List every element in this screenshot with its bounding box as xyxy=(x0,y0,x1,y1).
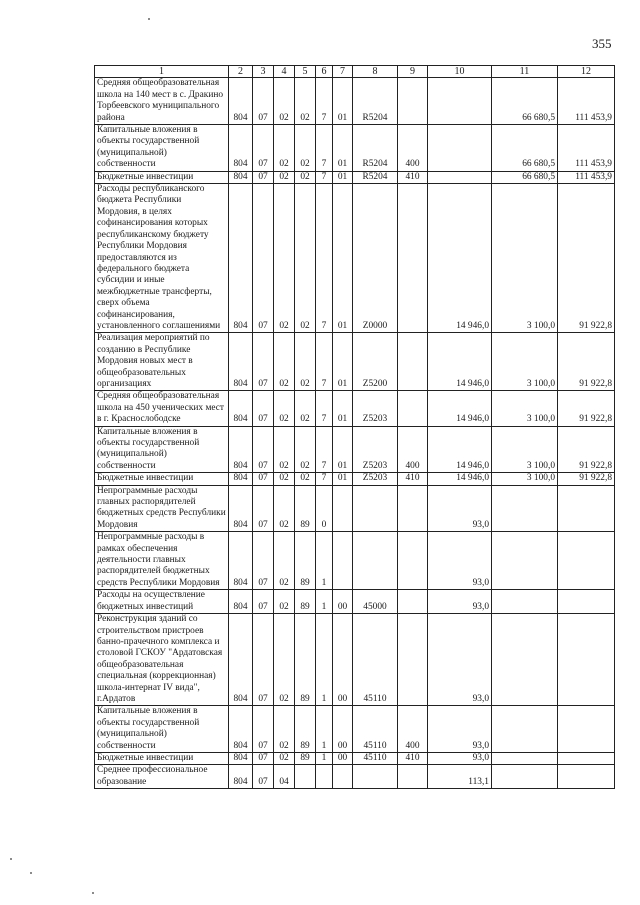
code-expense-type: 400 xyxy=(398,426,428,473)
code-section: 07 xyxy=(253,473,274,485)
code-expense-type xyxy=(398,184,428,333)
code-expense-type xyxy=(398,765,428,789)
code-direction xyxy=(353,485,398,532)
code-event: 01 xyxy=(333,473,353,485)
amount-col-11 xyxy=(492,614,558,706)
code-program: 02 xyxy=(295,391,316,426)
code-admin: 804 xyxy=(229,532,253,590)
column-header: 7 xyxy=(333,66,353,78)
amount-col-11: 3 100,0 xyxy=(492,426,558,473)
code-direction: 45110 xyxy=(353,752,398,764)
code-direction: R5204 xyxy=(353,125,398,172)
code-admin: 804 xyxy=(229,706,253,753)
code-subsection: 02 xyxy=(274,485,295,532)
code-section: 07 xyxy=(253,184,274,333)
amount-col-11: 3 100,0 xyxy=(492,391,558,426)
amount-col-12 xyxy=(558,765,615,789)
table-row xyxy=(95,590,615,614)
code-direction: Z5203 xyxy=(353,391,398,426)
table-body xyxy=(95,78,615,789)
code-program: 89 xyxy=(295,752,316,764)
amount-col-11 xyxy=(492,765,558,789)
column-header: 5 xyxy=(295,66,316,78)
amount-col-12: 91 922,8 xyxy=(558,333,615,391)
code-program: 89 xyxy=(295,614,316,706)
code-expense-type: 410 xyxy=(398,752,428,764)
code-expense-type xyxy=(398,532,428,590)
table-row xyxy=(95,184,615,333)
code-admin: 804 xyxy=(229,391,253,426)
item-name: Среднее профессиональное образование xyxy=(95,765,229,789)
table-row xyxy=(95,532,615,590)
column-header: 6 xyxy=(316,66,333,78)
amount-col-10: 14 946,0 xyxy=(428,473,492,485)
column-header: 8 xyxy=(353,66,398,78)
amount-col-10: 93,0 xyxy=(428,752,492,764)
code-program: 89 xyxy=(295,706,316,753)
budget-table xyxy=(94,65,615,789)
column-header: 4 xyxy=(274,66,295,78)
code-section: 07 xyxy=(253,752,274,764)
item-name: Капитальные вложения в объекты государственной (муниципальной) собственности xyxy=(95,426,229,473)
amount-col-10: 93,0 xyxy=(428,706,492,753)
amount-col-11: 66 680,5 xyxy=(492,171,558,183)
code-direction: R5204 xyxy=(353,78,398,125)
code-program xyxy=(295,765,316,789)
code-program: 02 xyxy=(295,171,316,183)
item-name: Бюджетные инвестиции xyxy=(95,752,229,764)
code-subprogram: 1 xyxy=(316,752,333,764)
amount-col-12: 111 453,9 xyxy=(558,171,615,183)
code-subsection: 02 xyxy=(274,532,295,590)
code-admin: 804 xyxy=(229,333,253,391)
item-name: Капитальные вложения в объекты государственной (муниципальной) собственности xyxy=(95,125,229,172)
code-subsection: 02 xyxy=(274,78,295,125)
code-expense-type xyxy=(398,333,428,391)
code-subsection: 02 xyxy=(274,391,295,426)
code-subsection: 04 xyxy=(274,765,295,789)
code-subprogram: 7 xyxy=(316,426,333,473)
column-header: 9 xyxy=(398,66,428,78)
amount-col-12: 91 922,8 xyxy=(558,391,615,426)
amount-col-12: 111 453,9 xyxy=(558,78,615,125)
code-admin: 804 xyxy=(229,752,253,764)
amount-col-11 xyxy=(492,485,558,532)
code-admin: 804 xyxy=(229,485,253,532)
code-event: 00 xyxy=(333,614,353,706)
amount-col-11: 3 100,0 xyxy=(492,333,558,391)
table-row xyxy=(95,391,615,426)
amount-col-10: 93,0 xyxy=(428,485,492,532)
scan-speck xyxy=(148,18,150,20)
code-subprogram: 7 xyxy=(316,184,333,333)
item-name: Капитальные вложения в объекты государственной (муниципальной) собственности xyxy=(95,706,229,753)
scan-speck xyxy=(92,892,94,894)
amount-col-11: 66 680,5 xyxy=(492,125,558,172)
code-program: 89 xyxy=(295,532,316,590)
code-program: 02 xyxy=(295,333,316,391)
table-row xyxy=(95,333,615,391)
code-section: 07 xyxy=(253,706,274,753)
code-direction: Z5203 xyxy=(353,426,398,473)
code-program: 02 xyxy=(295,473,316,485)
code-event: 01 xyxy=(333,125,353,172)
amount-col-11: 3 100,0 xyxy=(492,473,558,485)
code-subsection: 02 xyxy=(274,473,295,485)
amount-col-11 xyxy=(492,590,558,614)
amount-col-12: 91 922,8 xyxy=(558,426,615,473)
code-program: 02 xyxy=(295,426,316,473)
code-subprogram: 7 xyxy=(316,333,333,391)
code-subprogram: 7 xyxy=(316,391,333,426)
code-admin: 804 xyxy=(229,765,253,789)
column-header: 12 xyxy=(558,66,615,78)
code-subsection: 02 xyxy=(274,426,295,473)
table-row xyxy=(95,426,615,473)
code-expense-type: 400 xyxy=(398,125,428,172)
table-row xyxy=(95,473,615,485)
code-subsection: 02 xyxy=(274,706,295,753)
page-number: 355 xyxy=(592,36,612,51)
code-event: 00 xyxy=(333,752,353,764)
code-subprogram: 1 xyxy=(316,614,333,706)
amount-col-10: 14 946,0 xyxy=(428,391,492,426)
code-event xyxy=(333,765,353,789)
code-subprogram xyxy=(316,765,333,789)
code-expense-type xyxy=(398,614,428,706)
item-name: Реализация мероприятий по созданию в Республике Мордовия новых мест в общеобразовательных организациях xyxy=(95,333,229,391)
code-admin: 804 xyxy=(229,473,253,485)
item-name: Бюджетные инвестиции xyxy=(95,171,229,183)
code-section: 07 xyxy=(253,78,274,125)
code-admin: 804 xyxy=(229,125,253,172)
code-section: 07 xyxy=(253,590,274,614)
code-subsection: 02 xyxy=(274,614,295,706)
amount-col-11: 66 680,5 xyxy=(492,78,558,125)
amount-col-11 xyxy=(492,752,558,764)
code-expense-type xyxy=(398,485,428,532)
code-event: 01 xyxy=(333,333,353,391)
code-event: 00 xyxy=(333,706,353,753)
code-subprogram: 1 xyxy=(316,590,333,614)
amount-col-11 xyxy=(492,532,558,590)
column-header: 2 xyxy=(229,66,253,78)
code-event: 01 xyxy=(333,184,353,333)
table-row xyxy=(95,614,615,706)
code-subprogram: 7 xyxy=(316,171,333,183)
item-name: Непрограммные расходы главных распорядителей бюджетных средств Республики Мордовия xyxy=(95,485,229,532)
code-admin: 804 xyxy=(229,184,253,333)
code-direction: 45110 xyxy=(353,706,398,753)
amount-col-10 xyxy=(428,171,492,183)
code-direction: Z5200 xyxy=(353,333,398,391)
code-program: 02 xyxy=(295,184,316,333)
item-name: Бюджетные инвестиции xyxy=(95,473,229,485)
code-expense-type xyxy=(398,391,428,426)
code-event xyxy=(333,532,353,590)
amount-col-11: 3 100,0 xyxy=(492,184,558,333)
code-expense-type xyxy=(398,78,428,125)
code-direction xyxy=(353,532,398,590)
column-header: 1 xyxy=(95,66,229,78)
code-direction: Z5203 xyxy=(353,473,398,485)
code-section: 07 xyxy=(253,426,274,473)
amount-col-12 xyxy=(558,485,615,532)
code-subsection: 02 xyxy=(274,333,295,391)
amount-col-11 xyxy=(492,706,558,753)
code-direction: 45110 xyxy=(353,614,398,706)
amount-col-10: 113,1 xyxy=(428,765,492,789)
code-program: 02 xyxy=(295,125,316,172)
code-program: 89 xyxy=(295,590,316,614)
code-subprogram: 1 xyxy=(316,532,333,590)
code-direction: R5204 xyxy=(353,171,398,183)
code-event: 01 xyxy=(333,426,353,473)
code-section: 07 xyxy=(253,485,274,532)
code-section: 07 xyxy=(253,125,274,172)
code-admin: 804 xyxy=(229,171,253,183)
code-event: 01 xyxy=(333,78,353,125)
code-event xyxy=(333,485,353,532)
amount-col-10 xyxy=(428,78,492,125)
code-subprogram: 7 xyxy=(316,78,333,125)
code-expense-type xyxy=(398,590,428,614)
code-direction: Z0000 xyxy=(353,184,398,333)
table-row xyxy=(95,752,615,764)
code-subprogram: 0 xyxy=(316,485,333,532)
amount-col-10: 93,0 xyxy=(428,532,492,590)
amount-col-10: 93,0 xyxy=(428,590,492,614)
code-program: 02 xyxy=(295,78,316,125)
amount-col-10: 14 946,0 xyxy=(428,333,492,391)
code-subsection: 02 xyxy=(274,590,295,614)
code-section: 07 xyxy=(253,532,274,590)
amount-col-12: 91 922,8 xyxy=(558,473,615,485)
item-name: Непрограммные расходы в рамках обеспечения деятельности главных распорядителей бюджетных средств Республики Мордовия xyxy=(95,532,229,590)
code-subprogram: 1 xyxy=(316,706,333,753)
column-header: 11 xyxy=(492,66,558,78)
amount-col-10: 93,0 xyxy=(428,614,492,706)
code-admin: 804 xyxy=(229,614,253,706)
code-section: 07 xyxy=(253,333,274,391)
amount-col-12 xyxy=(558,590,615,614)
table-row xyxy=(95,765,615,789)
amount-col-10: 14 946,0 xyxy=(428,184,492,333)
table-row xyxy=(95,78,615,125)
scan-speck xyxy=(30,872,32,874)
code-subprogram: 7 xyxy=(316,473,333,485)
amount-col-12: 111 453,9 xyxy=(558,125,615,172)
code-event: 00 xyxy=(333,590,353,614)
table-row xyxy=(95,171,615,183)
code-event: 01 xyxy=(333,391,353,426)
amount-col-12 xyxy=(558,706,615,753)
table-row xyxy=(95,706,615,753)
code-expense-type: 410 xyxy=(398,171,428,183)
item-name: Расходы на осуществление бюджетных инвестиций xyxy=(95,590,229,614)
amount-col-12 xyxy=(558,614,615,706)
amount-col-12: 91 922,8 xyxy=(558,184,615,333)
code-subsection: 02 xyxy=(274,171,295,183)
code-subsection: 02 xyxy=(274,184,295,333)
code-section: 07 xyxy=(253,614,274,706)
item-name: Реконструкция зданий со строительством пристроев банно-прачечного комплекса и столовой ГСКОУ "Ардатовская общеобразовательная специальная (коррекционная) школа-интернат IV вида", г.Ардатов xyxy=(95,614,229,706)
amount-col-12 xyxy=(558,532,615,590)
code-subsection: 02 xyxy=(274,752,295,764)
code-subsection: 02 xyxy=(274,125,295,172)
code-section: 07 xyxy=(253,391,274,426)
column-header: 3 xyxy=(253,66,274,78)
code-admin: 804 xyxy=(229,426,253,473)
item-name: Средняя общеобразовательная школа на 450 ученических мест в г. Краснослободске xyxy=(95,391,229,426)
code-section: 07 xyxy=(253,171,274,183)
item-name: Средняя общеобразовательная школа на 140 мест в с. Дракино Торбеевского муниципального района xyxy=(95,78,229,125)
amount-col-10: 14 946,0 xyxy=(428,426,492,473)
code-direction xyxy=(353,765,398,789)
column-header: 10 xyxy=(428,66,492,78)
code-direction: 45000 xyxy=(353,590,398,614)
amount-col-10 xyxy=(428,125,492,172)
code-admin: 804 xyxy=(229,78,253,125)
code-section: 07 xyxy=(253,765,274,789)
code-admin: 804 xyxy=(229,590,253,614)
scan-speck xyxy=(10,858,12,860)
code-expense-type: 400 xyxy=(398,706,428,753)
item-name: Расходы республиканского бюджета Республики Мордовия, в целях софинансирования которых республиканскому бюджету Республики Мордовия предоставляются из федерального бюджета субсидии и иные межбюджетные трансферты, сверх объема софинансирования, установленного соглашениями xyxy=(95,184,229,333)
code-event: 01 xyxy=(333,171,353,183)
amount-col-12 xyxy=(558,752,615,764)
code-program: 89 xyxy=(295,485,316,532)
table-row xyxy=(95,485,615,532)
table-row xyxy=(95,125,615,172)
code-expense-type: 410 xyxy=(398,473,428,485)
header-row xyxy=(95,66,615,78)
code-subprogram: 7 xyxy=(316,125,333,172)
